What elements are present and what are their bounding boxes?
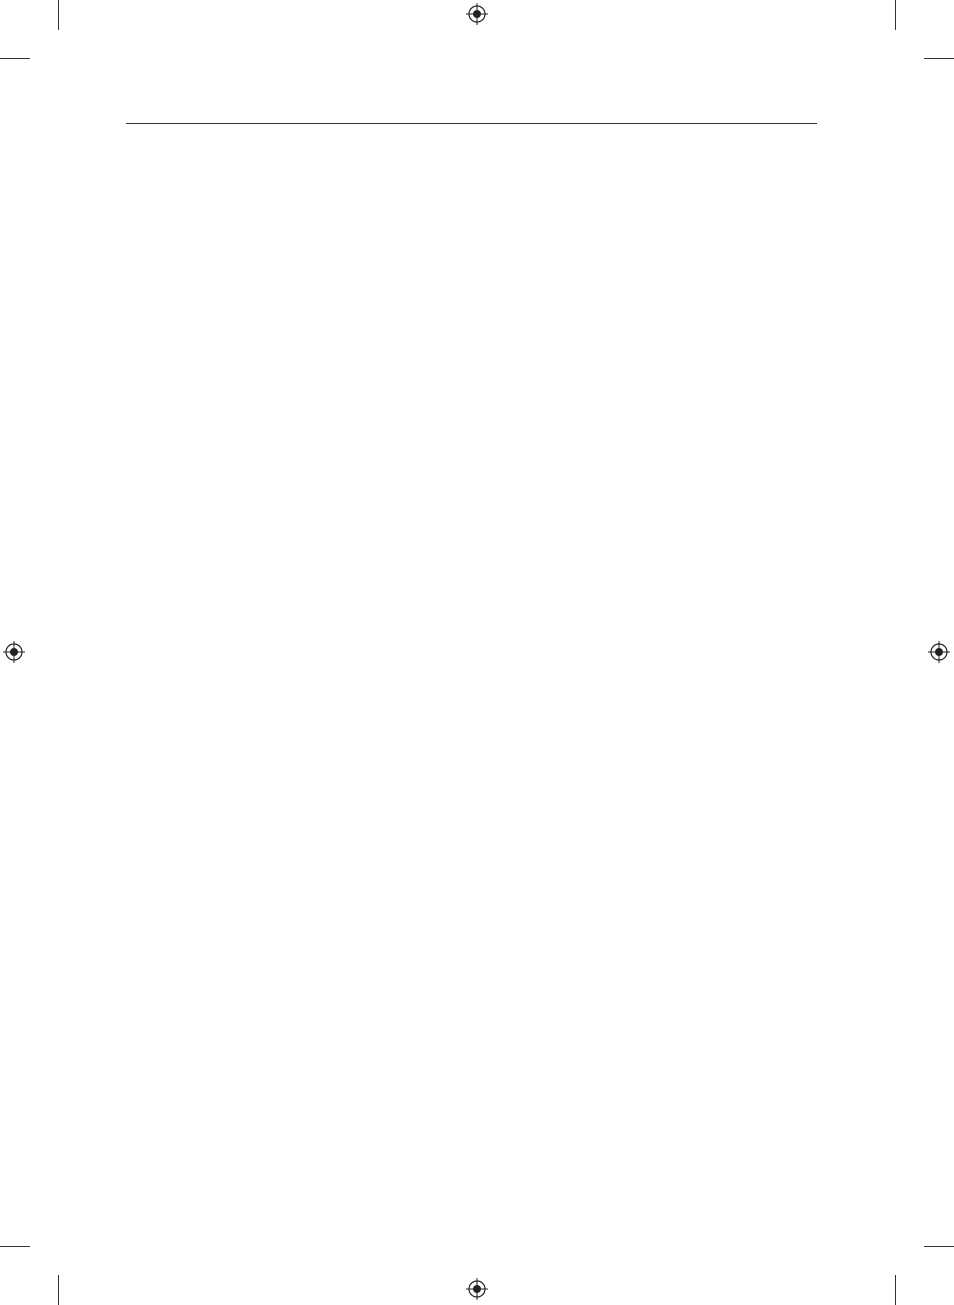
registration-mark-icon — [928, 641, 950, 663]
crop-mark — [895, 1275, 896, 1305]
crop-mark — [895, 0, 896, 30]
header-rule — [126, 123, 817, 124]
registration-mark-icon — [466, 3, 488, 25]
crop-mark — [0, 58, 30, 59]
registration-mark-icon — [466, 1278, 488, 1300]
crop-mark — [58, 0, 59, 30]
registration-mark-icon — [3, 641, 25, 663]
crop-mark — [0, 1246, 30, 1247]
crop-mark — [58, 1275, 59, 1305]
crop-mark — [924, 1246, 954, 1247]
crop-mark — [924, 58, 954, 59]
